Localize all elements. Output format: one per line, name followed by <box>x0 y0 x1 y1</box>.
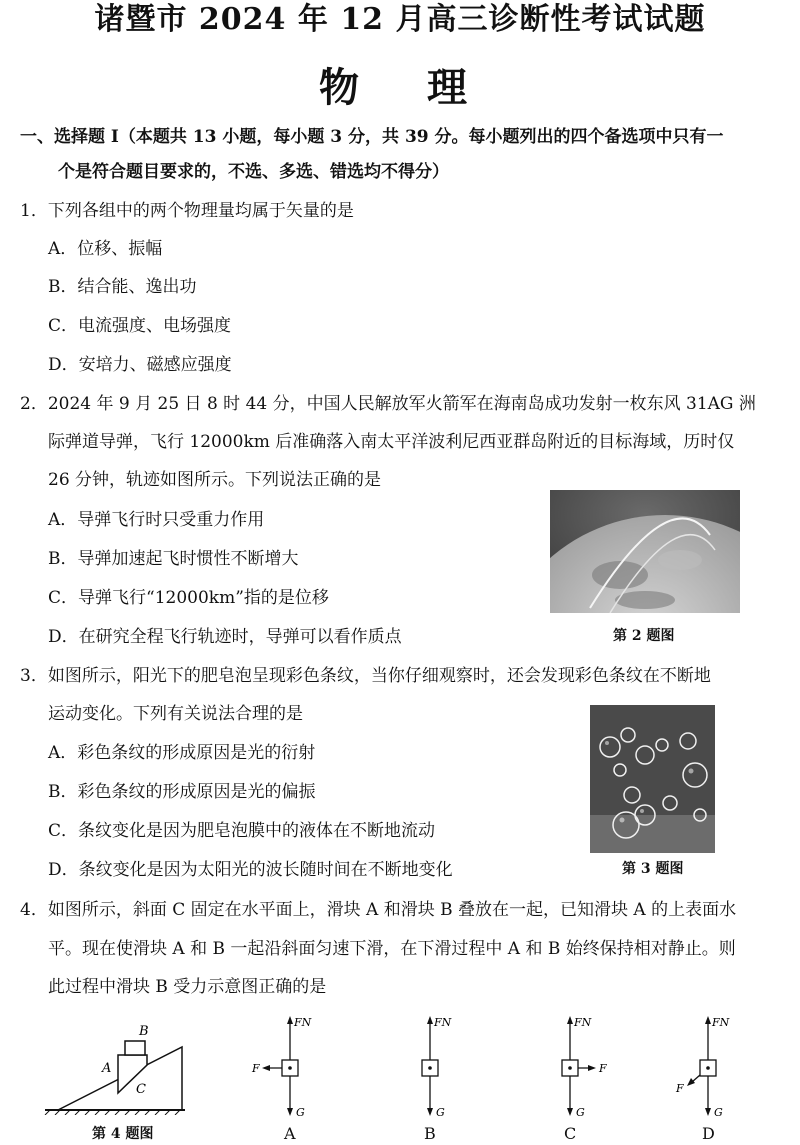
choice-a-label: A <box>284 1124 296 1143</box>
label-f: F <box>676 1082 684 1095</box>
force-diagram-a <box>250 1012 330 1122</box>
bubbles-graphic <box>590 705 715 853</box>
label-fn: FN <box>294 1016 312 1029</box>
label-g: G <box>576 1106 585 1119</box>
force-diagram-c <box>530 1012 610 1122</box>
q2-option-c: C．导弹飞行“12000km”指的是位移 <box>48 588 329 608</box>
q3-option-c: C．条纹变化是因为肥皂泡膜中的液体在不断地流动 <box>48 821 436 841</box>
missile-trajectory-figure <box>550 490 740 613</box>
q4-stem-3: 此过程中滑块 B 受力示意图正确的是 <box>48 977 327 997</box>
q2-stem-3: 26 分钟，轨迹如图所示。下列说法正确的是 <box>48 470 382 490</box>
section-heading: 一、选择题 I（本题共 13 小题，每小题 3 分，共 39 分。每小题列出的四个备选项中只有一 <box>20 127 724 147</box>
q1-option-d: D．安培力、磁感应强度 <box>48 355 232 375</box>
q2-option-a: A．导弹飞行时只受重力作用 <box>48 510 265 530</box>
choice-c-label: C <box>564 1124 577 1143</box>
label-g: G <box>296 1106 305 1119</box>
q2-option-b: B．导弹加速起飞时惯性不断增大 <box>48 549 299 569</box>
label-c: C <box>136 1082 146 1097</box>
subject-title: 物 理 <box>319 64 481 111</box>
soap-bubbles-figure <box>590 705 715 853</box>
choice-d-label: D <box>702 1124 715 1143</box>
label-g: G <box>436 1106 445 1119</box>
q1-option-c: C．电流强度、电场强度 <box>48 316 232 336</box>
label-a: A <box>102 1061 112 1076</box>
q4-stem-1: 4．如图所示，斜面 C 固定在水平面上，滑块 A 和滑块 B 叠放在一起，已知滑块 A 的上表面水 <box>20 900 737 920</box>
q1-option-a: A．位移、振幅 <box>48 239 163 259</box>
exam-title: 诸暨市 2024 年 12 月高三诊断性考试试题 <box>94 2 706 37</box>
q1-option-b: B．结合能、逸出功 <box>48 277 197 297</box>
q3-figure-caption: 第 3 题图 <box>622 861 684 877</box>
q2-option-d: D．在研究全程飞行轨迹时，导弹可以看作质点 <box>48 627 402 647</box>
section-heading-cont: 个是符合题目要求的，不选、多选、错选均不得分） <box>58 162 449 182</box>
q2-figure-caption: 第 2 题图 <box>613 628 675 644</box>
label-fn: FN <box>434 1016 452 1029</box>
label-f: F <box>252 1062 260 1075</box>
q4-stem-2: 平。现在使滑块 A 和 B 一起沿斜面匀速下滑，在下滑过程中 A 和 B 始终保持相对静止。则 <box>48 939 736 959</box>
q1-stem: 1．下列各组中的两个物理量均属于矢量的是 <box>20 201 354 221</box>
q3-stem-2: 运动变化。下列有关说法合理的是 <box>48 704 303 724</box>
q2-stem-1: 2．2024 年 9 月 25 日 8 时 44 分，中国人民解放军火箭军在海南岛成功发射一枚东风 31AG 洲 <box>20 394 756 414</box>
force-diagram-d <box>668 1012 748 1122</box>
q3-option-b: B．彩色条纹的形成原因是光的偏振 <box>48 782 316 802</box>
q3-stem-1: 3．如图所示，阳光下的肥皂泡呈现彩色条纹，当你仔细观察时，还会发现彩色条纹在不断地 <box>20 666 711 686</box>
force-diagram-b <box>390 1012 470 1122</box>
choice-b-label: B <box>424 1124 436 1143</box>
label-b: B <box>139 1024 149 1039</box>
q4-figure-caption: 第 4 题图 <box>92 1126 154 1142</box>
label-f: F <box>599 1062 607 1075</box>
q3-option-a: A．彩色条纹的形成原因是光的衍射 <box>48 743 316 763</box>
label-fn: FN <box>712 1016 730 1029</box>
label-fn: FN <box>574 1016 592 1029</box>
q2-stem-2: 际弹道导弹，飞行 12000km 后准确落入南太平洋波利尼西亚群岛附近的目标海域，历时仅 <box>48 432 735 452</box>
earth-arc-graphic <box>550 490 740 613</box>
q3-option-d: D．条纹变化是因为太阳光的波长随时间在不断地变化 <box>48 860 453 880</box>
block-b <box>125 1041 145 1055</box>
label-g: G <box>714 1106 723 1119</box>
incline-figure <box>40 1015 190 1115</box>
